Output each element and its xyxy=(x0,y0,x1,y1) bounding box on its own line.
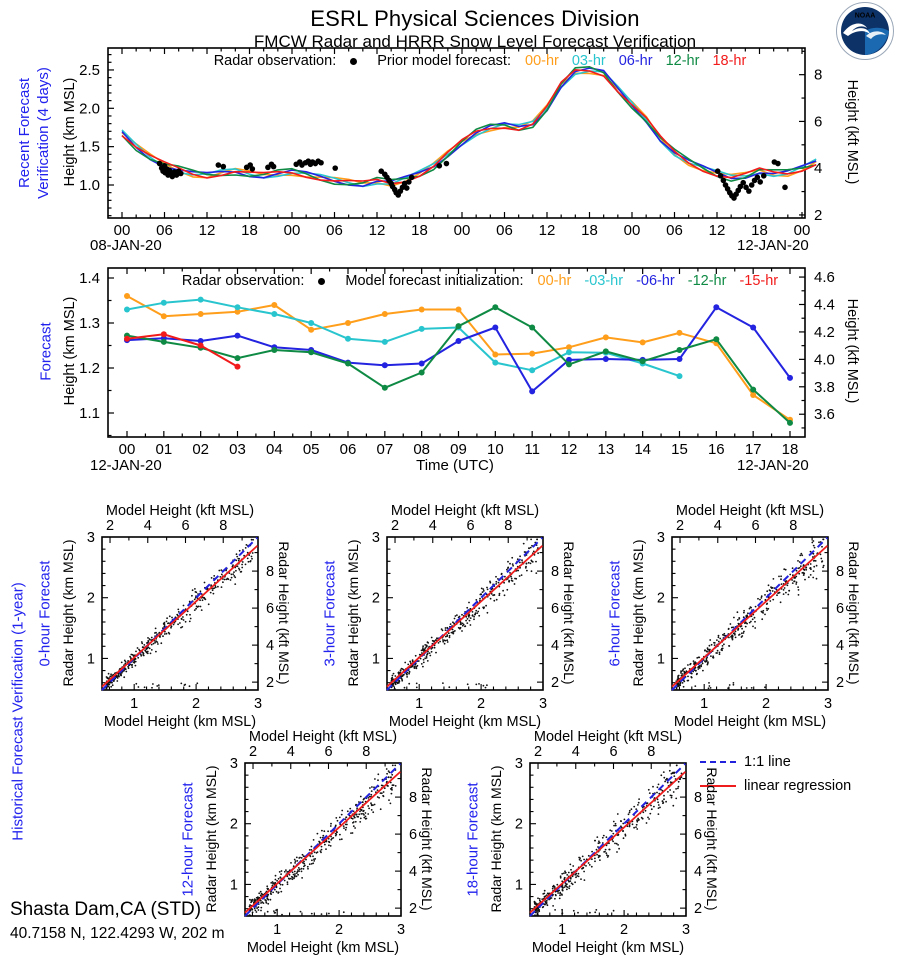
svg-text:06: 06 xyxy=(496,222,513,239)
svg-text:8: 8 xyxy=(504,518,513,534)
svg-text:00: 00 xyxy=(113,222,131,239)
regression-label: linear regression xyxy=(744,778,852,794)
svg-text:3: 3 xyxy=(681,922,691,938)
mid-series-00-hr xyxy=(124,293,793,423)
svg-text:06: 06 xyxy=(666,222,683,239)
svg-text:2: 2 xyxy=(371,590,380,607)
scatter-xlabel-top: Model Height (kft MSL) xyxy=(390,503,540,519)
svg-text:8: 8 xyxy=(409,790,418,807)
svg-text:3: 3 xyxy=(823,696,833,712)
svg-text:6: 6 xyxy=(814,113,823,131)
svg-text:1: 1 xyxy=(514,877,523,894)
svg-text:1: 1 xyxy=(700,696,709,712)
svg-text:1: 1 xyxy=(229,877,238,894)
svg-text:1: 1 xyxy=(273,922,282,938)
svg-text:2: 2 xyxy=(229,816,238,833)
svg-text:2: 2 xyxy=(390,518,400,534)
top-panel-side-label xyxy=(15,0,53,283)
scatter-ylabel-right: Radar Height (kft MSL) xyxy=(419,766,435,911)
svg-text:6: 6 xyxy=(409,827,418,844)
svg-text:8: 8 xyxy=(266,564,275,581)
svg-text:00: 00 xyxy=(793,222,811,239)
svg-text:1.0: 1.0 xyxy=(79,177,100,194)
svg-text:00: 00 xyxy=(118,441,136,458)
svg-text:4: 4 xyxy=(551,638,560,655)
svg-text:3: 3 xyxy=(514,756,523,772)
svg-text:4: 4 xyxy=(694,864,703,881)
legend-item-00-hr: 00-hr xyxy=(537,273,572,289)
svg-text:2: 2 xyxy=(551,675,560,692)
scatter-xlabel-top: Model Height (kft MSL) xyxy=(105,503,255,519)
top-panel-side-label-line1: Recent Forecast xyxy=(16,77,33,189)
scatter-title-12-hour Forecast: 12-hour Forecast xyxy=(179,781,197,897)
scatter-ylabel: Radar Height (km MSL) xyxy=(488,764,504,913)
svg-text:2: 2 xyxy=(409,901,418,918)
scatter-ylabel: Radar Height (km MSL) xyxy=(345,538,361,687)
regression-line xyxy=(530,772,685,913)
svg-text:2: 2 xyxy=(105,518,115,534)
svg-text:4.0: 4.0 xyxy=(814,351,835,369)
scatter-xlabel-top: Model Height (kft MSL) xyxy=(675,503,825,519)
svg-text:15: 15 xyxy=(671,441,688,458)
scatter-ylabel-right: Radar Height (kft MSL) xyxy=(276,540,292,685)
svg-text:6: 6 xyxy=(266,601,275,618)
svg-text:2: 2 xyxy=(656,590,665,607)
regression-line xyxy=(387,546,542,687)
legend-item-12-hr: 12-hr xyxy=(665,53,700,69)
regression-line xyxy=(102,546,257,687)
svg-text:4: 4 xyxy=(409,864,418,881)
svg-text:12: 12 xyxy=(560,441,578,458)
legend-item-06-hr: 06-hr xyxy=(618,53,653,69)
legend-item-00-hr: 00-hr xyxy=(525,53,559,69)
scatter-title-3-hour Forecast: 3-hour Forecast xyxy=(321,560,339,666)
svg-text:8: 8 xyxy=(647,744,656,760)
svg-text:18: 18 xyxy=(781,441,799,458)
scatter-title-6-hour Forecast: 6-hour Forecast xyxy=(606,560,624,666)
top-legend-model-label: Prior model forecast: xyxy=(377,53,511,69)
scatter-legend xyxy=(700,750,851,798)
scatter-xlabel-top: Model Height (kft MSL) xyxy=(248,729,398,745)
svg-text:1.2: 1.2 xyxy=(79,360,100,377)
svg-text:1: 1 xyxy=(656,651,665,668)
mid-series--03-hr xyxy=(124,297,682,380)
svg-text:2: 2 xyxy=(675,518,685,534)
svg-text:1.5: 1.5 xyxy=(79,138,100,156)
top-chart xyxy=(79,48,822,239)
station-name: Shasta Dam,CA (STD) xyxy=(10,899,202,920)
legend-item--15-hr: -15-hr xyxy=(739,273,779,289)
svg-text:3: 3 xyxy=(229,756,238,772)
svg-text:00: 00 xyxy=(623,222,641,239)
svg-text:4: 4 xyxy=(836,638,845,655)
svg-text:4.2: 4.2 xyxy=(814,323,835,341)
svg-text:1: 1 xyxy=(415,696,424,712)
svg-text:6: 6 xyxy=(181,518,190,534)
svg-text:18: 18 xyxy=(751,222,768,239)
middle-chart xyxy=(79,268,835,458)
svg-text:2: 2 xyxy=(514,816,523,833)
scatter-legend-regression-row xyxy=(700,774,851,798)
middle-panel-side-label: Forecast xyxy=(37,322,55,381)
svg-text:3: 3 xyxy=(396,922,406,938)
svg-text:1.3: 1.3 xyxy=(79,315,100,332)
svg-text:3.6: 3.6 xyxy=(814,406,835,424)
scatter-panel-6-hour Forecast xyxy=(657,518,844,712)
svg-text:1: 1 xyxy=(130,696,139,712)
svg-text:2: 2 xyxy=(620,922,629,938)
svg-text:6: 6 xyxy=(551,601,560,618)
svg-text:3: 3 xyxy=(656,530,665,546)
svg-text:03: 03 xyxy=(229,441,246,458)
svg-text:06: 06 xyxy=(339,441,357,458)
scatter-ylabel: Radar Height (km MSL) xyxy=(60,538,76,687)
svg-text:2.0: 2.0 xyxy=(79,100,100,118)
svg-text:1: 1 xyxy=(86,651,95,668)
top-panel-ylabel-right: Height (kft MSL) xyxy=(844,79,860,185)
svg-text:06: 06 xyxy=(156,222,173,239)
svg-text:2: 2 xyxy=(762,696,771,712)
mid-series--12-hr xyxy=(124,304,793,426)
scatter-ylabel-right: Radar Height (kft MSL) xyxy=(704,766,720,911)
mid-date-left: 12-JAN-20 xyxy=(90,457,162,474)
scatter-panel-18-hour Forecast xyxy=(515,744,702,938)
svg-text:02: 02 xyxy=(192,441,210,458)
one-to-one-label: 1:1 line xyxy=(744,754,791,770)
scatter-panel-12-hour Forecast xyxy=(230,744,417,938)
svg-text:8: 8 xyxy=(789,518,798,534)
svg-text:8: 8 xyxy=(219,518,228,534)
svg-text:2: 2 xyxy=(694,901,703,918)
svg-text:08: 08 xyxy=(413,441,431,458)
svg-text:3.8: 3.8 xyxy=(814,378,835,396)
svg-text:12: 12 xyxy=(368,222,386,239)
svg-text:8: 8 xyxy=(694,790,703,807)
legend-item--06-hr: -06-hr xyxy=(636,273,675,289)
svg-text:07: 07 xyxy=(376,441,394,458)
svg-text:4: 4 xyxy=(814,160,823,178)
svg-text:16: 16 xyxy=(707,441,725,458)
legend-item-03-hr: 03-hr xyxy=(571,53,606,69)
legend-item--03-hr: -03-hr xyxy=(584,273,624,289)
svg-text:12: 12 xyxy=(538,222,556,239)
svg-text:2: 2 xyxy=(836,675,845,692)
svg-text:8: 8 xyxy=(836,564,845,581)
mid-xlabel: Time (UTC) xyxy=(416,457,494,474)
middle-panel-legend xyxy=(150,273,810,289)
svg-text:4: 4 xyxy=(428,518,437,534)
svg-text:3: 3 xyxy=(253,696,263,712)
mid-legend-obs-label: Radar observation: xyxy=(181,273,305,289)
svg-text:2: 2 xyxy=(533,744,543,760)
svg-text:11: 11 xyxy=(524,441,540,458)
top-date-left: 08-JAN-20 xyxy=(90,237,162,254)
svg-text:00: 00 xyxy=(283,222,301,239)
svg-text:4.6: 4.6 xyxy=(814,269,835,287)
svg-text:04: 04 xyxy=(265,441,283,458)
scatter-ylabel-right: Radar Height (kft MSL) xyxy=(846,540,862,685)
svg-text:09: 09 xyxy=(450,441,467,458)
svg-text:05: 05 xyxy=(302,441,320,458)
station-coords: 40.7158 N, 122.4293 W, 202 m xyxy=(10,925,225,942)
regression-line xyxy=(672,546,827,687)
svg-text:14: 14 xyxy=(634,441,652,458)
top-series-18-hr xyxy=(122,70,816,184)
svg-text:6: 6 xyxy=(694,827,703,844)
page-title: ESRL Physical Sciences Division xyxy=(310,6,640,31)
svg-text:3: 3 xyxy=(538,696,548,712)
svg-text:06: 06 xyxy=(326,222,343,239)
legend-item--12-hr: -12-hr xyxy=(687,273,727,289)
one-to-one-line xyxy=(245,764,400,916)
svg-text:13: 13 xyxy=(597,441,615,458)
mid-legend-model-label: Model forecast initialization: xyxy=(345,273,524,289)
svg-text:1.4: 1.4 xyxy=(79,270,100,287)
svg-text:2: 2 xyxy=(86,590,95,607)
top-panel-ylabel: Height (km MSL) xyxy=(62,77,78,187)
svg-text:3: 3 xyxy=(86,530,95,546)
scatter-panel-3-hour Forecast xyxy=(372,518,559,712)
mid-date-right: 12-JAN-20 xyxy=(737,457,809,474)
svg-text:12: 12 xyxy=(708,222,726,239)
scatter-ylabel: Radar Height (km MSL) xyxy=(203,764,219,913)
top-date-right: 12-JAN-20 xyxy=(737,237,809,254)
svg-text:3: 3 xyxy=(371,530,380,546)
top-series-12-hr xyxy=(122,67,816,185)
svg-text:2.5: 2.5 xyxy=(79,61,100,79)
scatter-panel-0-hour Forecast xyxy=(87,518,274,712)
svg-text:17: 17 xyxy=(744,441,762,458)
svg-text:4: 4 xyxy=(143,518,152,534)
scatter-block-side-label: Historical Forecast Verification (1-year) xyxy=(9,582,27,841)
svg-text:2: 2 xyxy=(477,696,486,712)
svg-text:18: 18 xyxy=(411,222,428,239)
svg-text:10: 10 xyxy=(486,441,504,458)
svg-text:8: 8 xyxy=(362,744,371,760)
radar-obs-dot-icon xyxy=(350,58,357,65)
svg-text:18: 18 xyxy=(581,222,598,239)
svg-text:2: 2 xyxy=(335,922,344,938)
top-legend-items xyxy=(525,53,746,69)
middle-panel-ylabel: Height (km MSL) xyxy=(62,296,78,406)
svg-text:2: 2 xyxy=(266,675,275,692)
svg-text:NOAA: NOAA xyxy=(854,12,876,20)
svg-text:00: 00 xyxy=(453,222,471,239)
svg-text:01: 01 xyxy=(155,441,173,458)
middle-panel-ylabel-right: Height (kft MSL) xyxy=(844,298,860,404)
svg-text:8: 8 xyxy=(814,66,823,84)
scatter-xlabel-top: Model Height (kft MSL) xyxy=(533,729,683,745)
one-to-one-line xyxy=(530,764,685,916)
top-panel-legend xyxy=(150,53,810,69)
svg-text:12: 12 xyxy=(198,222,216,239)
svg-text:4.4: 4.4 xyxy=(814,296,835,314)
scatter-xlabel-bottom: Model Height (km MSL) xyxy=(388,714,542,730)
svg-text:8: 8 xyxy=(551,564,560,581)
scatter-legend-1to1-row xyxy=(700,750,851,774)
scatter-xlabel-bottom: Model Height (km MSL) xyxy=(246,940,400,956)
svg-text:6: 6 xyxy=(466,518,475,534)
svg-text:4: 4 xyxy=(286,744,295,760)
regression-line xyxy=(245,772,400,913)
one-to-one-line xyxy=(102,538,257,690)
radar-obs-dot-icon xyxy=(318,278,325,285)
svg-text:2: 2 xyxy=(248,744,258,760)
svg-text:1.1: 1.1 xyxy=(79,405,100,422)
page-subtitle: FMCW Radar and HRRR Snow Level Forecast Verification xyxy=(253,32,697,51)
scatter-title-0-hour Forecast: 0-hour Forecast xyxy=(36,560,54,666)
mid-series--06-hr xyxy=(124,304,793,394)
scatter-ylabel: Radar Height (km MSL) xyxy=(630,538,646,687)
svg-text:2: 2 xyxy=(192,696,201,712)
svg-text:4: 4 xyxy=(266,638,275,655)
mid-legend-items xyxy=(538,273,779,289)
svg-text:6: 6 xyxy=(836,601,845,618)
top-panel-side-label-line2: Verification (4 days) xyxy=(35,67,52,199)
svg-text:1: 1 xyxy=(371,651,380,668)
svg-text:6: 6 xyxy=(609,744,618,760)
scatter-ylabel-right: Radar Height (kft MSL) xyxy=(561,540,577,685)
svg-text:18: 18 xyxy=(241,222,258,239)
svg-text:6: 6 xyxy=(324,744,333,760)
svg-text:2: 2 xyxy=(814,206,823,224)
legend-item-18-hr: 18-hr xyxy=(712,53,747,69)
svg-text:6: 6 xyxy=(751,518,760,534)
scatter-xlabel-bottom: Model Height (km MSL) xyxy=(673,714,827,730)
svg-text:4: 4 xyxy=(571,744,580,760)
svg-text:1: 1 xyxy=(558,922,567,938)
top-legend-obs-label: Radar observation: xyxy=(213,53,337,69)
scatter-xlabel-bottom: Model Height (km MSL) xyxy=(103,714,257,730)
scatter-title-18-hour Forecast: 18-hour Forecast xyxy=(464,781,482,897)
scatter-xlabel-bottom: Model Height (km MSL) xyxy=(531,940,685,956)
svg-text:4: 4 xyxy=(713,518,722,534)
